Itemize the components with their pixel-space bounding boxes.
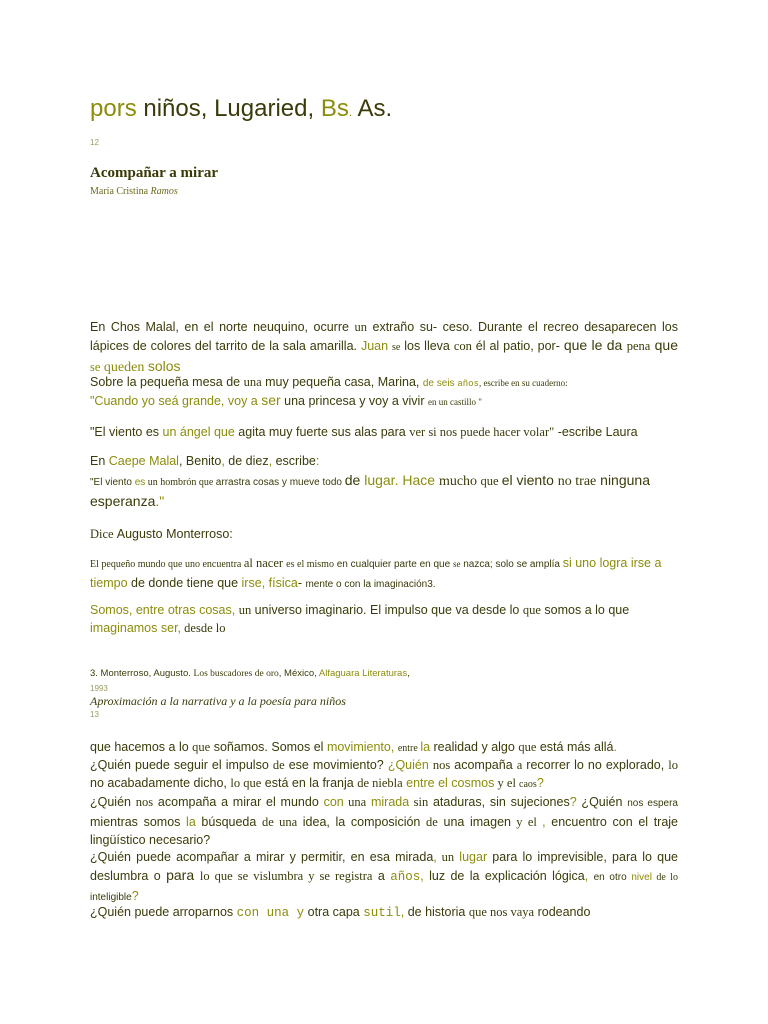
text-run: la	[186, 815, 196, 829]
footnote-year: 1993	[90, 684, 108, 693]
text-run: realidad y algo	[430, 740, 519, 754]
text-run: en otro	[593, 872, 627, 883]
text-run: para	[166, 867, 200, 883]
text-run: 3. Monterroso, Augusto.	[90, 668, 194, 679]
text-run: ser	[261, 392, 281, 408]
page-number-top: 12	[90, 138, 99, 147]
text-run: un	[354, 320, 367, 334]
text-run: somos a lo que	[540, 603, 630, 617]
text-run: de una	[261, 815, 298, 829]
text-run: ¿Quién	[90, 795, 136, 809]
text-run: que hacemos a lo	[90, 740, 193, 754]
text-run: ?	[569, 795, 577, 809]
text-run: , física	[261, 576, 298, 590]
paragraph-8	[90, 554, 678, 594]
text-run: lo que	[199, 869, 233, 883]
text-run: Somos, entre otras cosas,	[90, 603, 239, 617]
author-first: María Cristina	[90, 186, 151, 197]
text-run: en que	[419, 559, 453, 570]
text-run: búsqueda	[195, 815, 262, 829]
chapter-author	[90, 186, 178, 197]
text-run: pena	[626, 339, 651, 353]
header-bs: Bs	[320, 95, 349, 122]
page-number-bottom: 13	[90, 710, 99, 719]
author-last: Ramos	[150, 186, 178, 197]
text-run: lugar	[360, 472, 395, 488]
text-run: años	[457, 379, 479, 389]
text-run: de donde tiene que	[127, 576, 242, 590]
text-run: que	[650, 337, 679, 353]
text-run: una	[243, 375, 262, 389]
text-run: y se registra	[308, 869, 373, 883]
text-run: ?	[536, 776, 544, 790]
text-run: una princesa y voy a vivir	[280, 394, 428, 408]
text-run: ver si nos puede hacer volar"	[409, 425, 555, 439]
text-run: que	[518, 740, 537, 754]
text-run: ese movimiento?	[284, 758, 388, 772]
text-run: Sobre la pequeña mesa de	[90, 375, 244, 389]
text-run: está en la franja	[261, 776, 358, 790]
text-run: nos	[135, 795, 154, 809]
text-run: mucho	[438, 474, 481, 489]
text-run: ,	[268, 454, 273, 468]
text-run: ,	[390, 740, 398, 754]
text-run: de	[344, 472, 361, 488]
text-run: imaginamos ser	[90, 621, 178, 635]
text-run: con una y	[236, 906, 305, 920]
text-run: extraño su- ceso. Durante el recreo desaparecen los lápices de colores del tarrito de la sala amarilla.	[90, 320, 678, 353]
text-run: En Chos Malal, en el norte neuquino, ocurre	[90, 320, 355, 334]
text-run: y el	[494, 776, 520, 790]
text-run: Los buscadores de	[193, 669, 267, 679]
text-run: agita muy fuerte sus alas para	[234, 425, 410, 439]
text-run: que	[192, 740, 211, 754]
text-run: sin	[409, 795, 429, 809]
header-pre: pors	[90, 95, 137, 122]
text-run: queden	[100, 360, 148, 375]
text-run: que le da	[563, 337, 627, 353]
text-run: En	[90, 454, 109, 468]
paragraph-12	[90, 793, 678, 849]
text-run: en cualquier parte	[333, 559, 420, 570]
text-run: solos	[147, 358, 181, 374]
text-run: un	[238, 603, 252, 617]
text-run: una	[343, 795, 367, 809]
text-run: es el mismo	[286, 559, 334, 570]
text-run: se	[391, 342, 401, 353]
text-run: luz de la explicación lógica	[429, 869, 585, 883]
text-run: la	[420, 740, 431, 754]
text-run: un	[436, 850, 455, 864]
paragraph-7	[90, 525, 678, 543]
text-run: nivel	[626, 872, 652, 883]
text-run: en un castillo "	[427, 397, 482, 407]
text-run: "El viento es	[90, 425, 163, 439]
text-run: ,	[584, 869, 594, 883]
chapter-title: Acompañar a mirar	[90, 165, 219, 181]
text-run: nos	[432, 758, 451, 772]
text-run: lugar	[454, 850, 488, 864]
header-as: As.	[352, 95, 393, 122]
text-run: ."	[155, 493, 165, 509]
text-run: ataduras, sin sujeciones	[428, 795, 570, 809]
text-run: Alfaguara Literaturas	[318, 668, 408, 679]
text-run: ?	[131, 889, 139, 903]
text-run: soñamos. Somos el	[210, 740, 327, 754]
text-run: que nos vaya	[468, 905, 535, 919]
text-run: niños	[319, 694, 346, 708]
text-run: ¿Quién	[576, 795, 628, 809]
text-run: mirada	[366, 795, 410, 809]
text-run: ,	[177, 621, 182, 635]
header-dot: .	[348, 105, 353, 119]
text-run: de diez	[224, 454, 269, 468]
text-run: ,	[400, 905, 408, 919]
text-run: ¿Quién puede acompañar a mirar y permitir, en esa mirada	[90, 850, 434, 864]
text-run: -escribe Laura	[554, 425, 638, 439]
paragraph-13	[90, 848, 678, 907]
text-run: no acabadamente dicho,	[90, 776, 231, 790]
text-run: ,	[407, 668, 410, 679]
paragraph-14	[90, 903, 678, 922]
text-run: se	[452, 559, 461, 569]
text-run: caos	[519, 779, 537, 790]
text-run: ¿Quién	[387, 758, 433, 772]
text-run: de seis	[422, 378, 458, 389]
text-run: Dice	[90, 527, 117, 541]
text-run: muy pequeña casa, Marina,	[261, 375, 423, 389]
paragraph-1	[90, 318, 678, 377]
running-header	[90, 94, 392, 127]
text-run: irse	[241, 576, 262, 590]
text-run: mente o con la imaginación3.	[305, 579, 436, 590]
text-run: con	[323, 795, 344, 809]
text-run: arrastra cosas y mueve todo	[215, 477, 345, 488]
header-mid: niños, Lugaried,	[136, 95, 321, 122]
text-run: si uno logra irse a tiempo	[90, 556, 662, 590]
text-run: con	[453, 339, 472, 353]
text-run: rodeando	[534, 905, 591, 919]
text-run: ,	[433, 850, 437, 864]
text-run: de	[426, 815, 438, 829]
text-run: mientras somos	[90, 815, 187, 829]
text-run: recorrer lo no explorado,	[522, 758, 669, 772]
text-run: un hombrón que	[145, 477, 216, 488]
text-run: él al patio, por-	[471, 339, 564, 353]
paragraph-3	[90, 391, 678, 411]
text-run: El pequeño mundo que uno encuentra	[90, 559, 244, 570]
text-run: lo	[668, 758, 678, 772]
text-run: acompaña a mirar el mundo	[153, 795, 324, 809]
text-run: inteligible	[90, 892, 132, 903]
text-run: sutil	[363, 906, 401, 920]
text-run: ,	[420, 869, 430, 883]
paragraph-11	[90, 756, 678, 794]
text-run: se	[90, 360, 101, 374]
text-run: lo que	[230, 776, 262, 790]
text-run: ,	[221, 454, 225, 468]
text-run: . Hace	[394, 472, 439, 488]
paragraph-2	[90, 373, 678, 393]
text-run: el viento	[501, 472, 558, 488]
text-run: para lo imprevisible, para lo que deslumbra o	[90, 850, 679, 883]
text-run: un ángel que	[162, 425, 235, 439]
text-run: nazca; solo se amplía	[460, 559, 563, 570]
text-run: idea, la composición	[297, 815, 427, 829]
text-run: se vislumbra	[232, 869, 309, 883]
text-run: ¿Quién puede seguir el impulso	[90, 758, 273, 772]
text-run: una imagen	[437, 815, 511, 829]
text-run: de	[272, 758, 285, 772]
text-run: encuentro con el traje lingüístico necesario?	[90, 815, 679, 847]
text-run: ¿Quién puede arroparnos	[90, 905, 237, 919]
text-run: , Benito	[178, 454, 222, 468]
paragraph-4	[90, 423, 678, 441]
text-run: entre	[397, 743, 421, 754]
paragraph-9	[90, 601, 678, 637]
text-run: "Cuando yo seá grande, voy a	[90, 394, 262, 408]
text-run: ninguna esperanza	[90, 472, 650, 509]
text-run: acompaña	[450, 758, 517, 772]
text-run: no trae	[557, 474, 597, 489]
text-run: universo imaginario. El impulso que va desde lo	[251, 603, 523, 617]
book-running-title	[90, 694, 678, 708]
text-run: "El viento	[90, 477, 135, 488]
text-run: Augusto Monterroso:	[116, 527, 233, 541]
paragraph-10	[90, 738, 678, 758]
text-run: al nacer	[243, 556, 287, 570]
text-run: entre el cosmos	[402, 776, 495, 790]
text-run: es	[134, 477, 146, 488]
text-run: Juan	[360, 339, 392, 353]
paragraph-6	[90, 471, 678, 511]
text-run: desde lo	[181, 621, 226, 635]
text-run: otra capa	[304, 905, 364, 919]
text-run: que	[522, 603, 541, 617]
text-run: Aproximación	[90, 694, 158, 708]
text-run: que	[480, 474, 502, 488]
text-run: los lleva	[400, 339, 454, 353]
text-run: años	[390, 870, 421, 884]
footnote-citation	[90, 668, 678, 680]
text-run: y el	[510, 815, 543, 829]
text-run: Caepe Malal	[108, 454, 179, 468]
text-run: movimiento	[326, 740, 391, 754]
text-run: está más allá	[536, 740, 614, 754]
text-run: nos espera	[627, 798, 678, 809]
text-run: a	[372, 869, 391, 883]
text-run: oro	[266, 669, 279, 679]
text-run: , México,	[278, 668, 319, 679]
text-run: de lo	[651, 872, 678, 883]
text-run: .	[613, 740, 617, 754]
text-run: , escribe en su cuaderno:	[478, 378, 568, 388]
paragraph-5	[90, 452, 678, 470]
text-run: a la narrativa y a la poesía para	[157, 694, 320, 708]
text-run: :	[315, 454, 320, 468]
text-run: de niebla	[357, 776, 403, 790]
text-run: escribe	[272, 454, 316, 468]
text-run: de historia	[407, 905, 469, 919]
text-run: -	[297, 576, 306, 590]
text-run: ,	[542, 815, 552, 829]
text-run: a	[516, 758, 523, 772]
